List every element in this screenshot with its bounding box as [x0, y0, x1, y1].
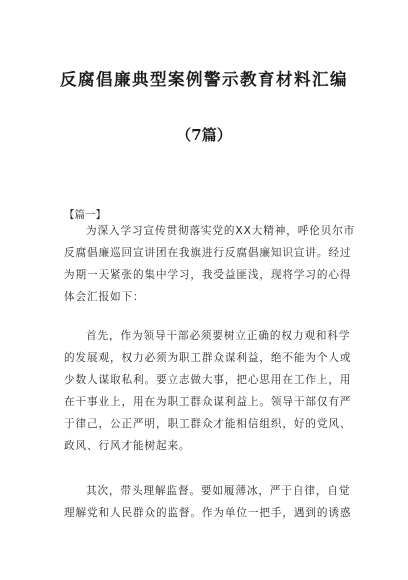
paragraph-line: 理解党和人民群众的监督。作为单位一把手，遇到的诱惑	[64, 507, 352, 519]
paragraph	[64, 480, 356, 524]
paragraph-line: 反腐倡廉巡回宣讲团在我旗进行反腐倡廉知识宣讲。经过	[64, 247, 352, 259]
paragraph-line: 为期一天紧张的集中学习，我受益匪浅，现将学习的心得	[64, 269, 352, 281]
paragraph-line: 首先，作为领导干部必须要树立正确的权力观和科学	[86, 330, 351, 342]
paragraph-line: 少数人谋取私利。要立志做大事，把心思用在工作上，用	[64, 374, 352, 386]
paragraph-line: 在干事业上，用在为职工群众谋利益上。领导干部仅有严	[64, 396, 352, 408]
paragraph-line: 的发展观，权力必须为职工群众谋利益，绝不能为个人或	[64, 352, 352, 364]
paragraph	[64, 220, 356, 308]
paragraph-line: 其次，带头理解监督。要如履薄冰，严于自律，自觉	[86, 485, 351, 497]
paragraph	[64, 325, 356, 457]
document-subtitle: （7篇）	[176, 126, 232, 144]
paragraph-line: 体会汇报如下：	[64, 291, 145, 303]
paragraph-line: 于律己，公正严明，职工群众才能相信组织，好的党风、	[64, 418, 352, 430]
paragraph-line: 政风、行风才能树起来。	[64, 440, 191, 452]
document-title: 反腐倡廉典型案例警示教育材料汇编	[60, 70, 348, 89]
section-label: 【篇一】	[64, 209, 106, 221]
paragraph-line: 为深入学习宣传贯彻落实党的XX大精神，呼伦贝尔市	[86, 225, 356, 237]
